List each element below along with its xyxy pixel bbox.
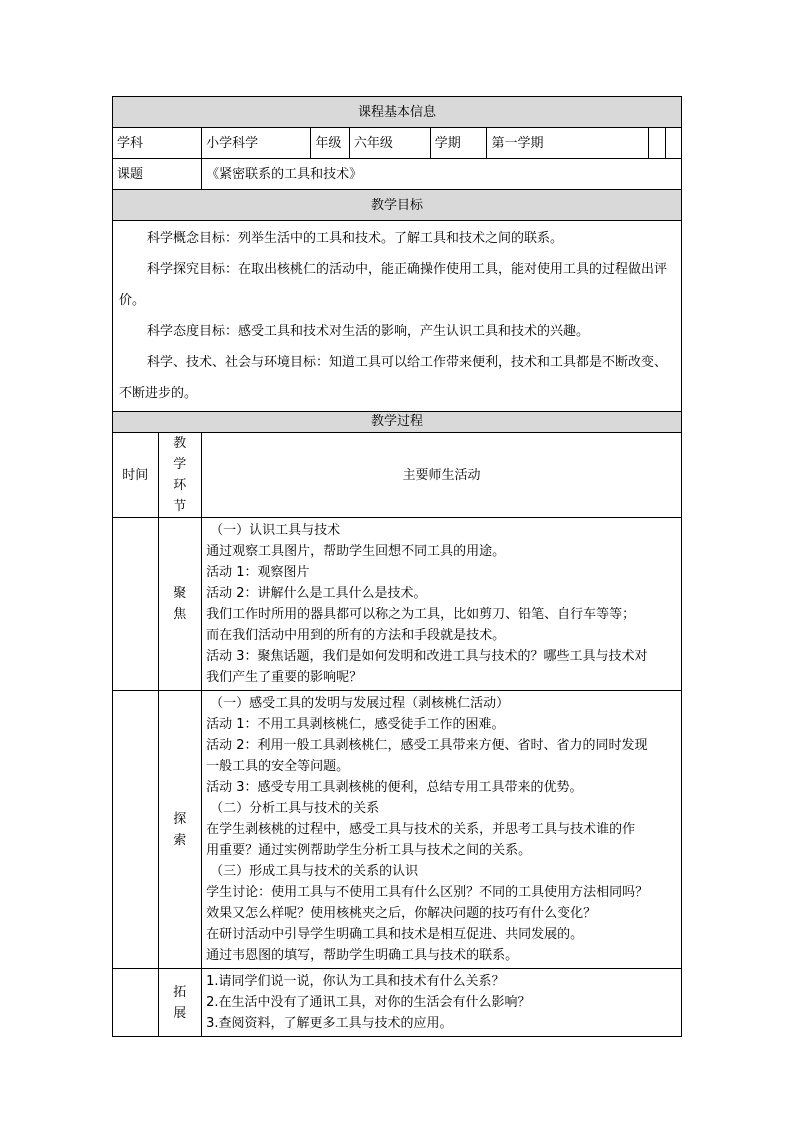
activity-line: 通过韦恩图的填写，帮助学生明确工具与技术的联系。: [206, 948, 519, 963]
grade-label: 年级: [311, 128, 349, 159]
activity-line: 2.在生活中没有了通讯工具，对你的生活会有什么影响？: [206, 995, 531, 1010]
activity-line: 在研讨活动中引导学生明确工具和技术是相互促进、共同发展的。: [206, 927, 584, 942]
activity-line: 1.请同学们说一说，你认为工具和技术有什么关系？: [206, 974, 505, 989]
stage-char: 拓: [173, 984, 187, 1000]
stage-header-char: 环: [173, 478, 187, 493]
activity-line: 活动 3：聚焦话题，我们是如何发明和改进工具与技术的？哪些工具与技术对: [206, 649, 648, 664]
goals-header: 教学目标: [113, 190, 682, 221]
activity-line: 而在我们活动中用到的所有的方法和手段就是技术。: [206, 628, 506, 643]
stage-header-char: 学: [173, 457, 187, 472]
activity-line: 活动 1：观察图片: [206, 565, 310, 580]
stage-column-header: [158, 433, 202, 518]
activity-line: 效果又怎么样呢？使用核桃夹之后，你解决问题的技巧有什么变化？: [206, 906, 597, 921]
stage-char: 聚: [173, 586, 187, 601]
stage-activities-explore: [202, 691, 682, 969]
stage-name-extend: [158, 969, 202, 1037]
goal-stse: 科学、技术、社会与环境目标：知道工具可以给工作带来便利，技术和工具都是不断改变、不断进步的。: [119, 355, 668, 401]
stage-char: 索: [173, 832, 187, 848]
stage-char: 焦: [173, 607, 187, 622]
term-label: 学期: [430, 128, 487, 159]
activity-line: 活动 2：利用一般工具剥核桃仁，感受工具带来方便、省时、省力的同时发现: [206, 738, 648, 753]
time-cell: [113, 691, 159, 969]
stage-header-char: 教: [173, 436, 187, 451]
goal-inquiry: 科学探究目标：在取出核桃仁的活动中，能正确操作使用工具，能对使用工具的过程做出评价。: [119, 262, 668, 308]
activity-line: （一）感受工具的发明与发展过程（剥核桃仁活动）: [210, 696, 510, 711]
activity-line: （一）认识工具与技术: [210, 523, 341, 538]
activity-line: 用重要？通过实例帮助学生分析工具与技术之间的关系。: [206, 843, 532, 858]
term-value: 第一学期: [487, 128, 649, 159]
stage-activities-extend: [202, 969, 682, 1037]
activity-line: 活动 1：不用工具剥核桃仁，感受徒手工作的困难。: [206, 717, 505, 732]
stage-name-explore: [158, 691, 202, 969]
activity-line: （二）分析工具与技术的关系: [210, 801, 380, 816]
activity-line: 活动 3：感受专用工具剥核桃的便利，总结专用工具带来的优势。: [206, 780, 583, 795]
subject-value: 小学科学: [202, 128, 311, 159]
basic-info-header: 课程基本信息: [113, 97, 682, 128]
subject-label: 学科: [113, 128, 202, 159]
activity-line: 3.查阅资料，了解更多工具与技术的应用。: [206, 1016, 453, 1031]
activity-line: 我们工作时所用的器具都可以称之为工具，比如剪刀、铅笔、自行车等等；: [206, 607, 636, 622]
stage-activities-focus: [202, 518, 682, 691]
topic-label: 课题: [113, 159, 202, 190]
goals-content: [113, 221, 682, 412]
activity-line: 学生讨论：使用工具与不使用工具有什么区别？不同的工具使用方法相同吗？: [206, 885, 649, 900]
time-cell: [113, 969, 159, 1037]
activity-line: （三）形成工具与技术的关系的认识: [210, 864, 419, 879]
stage-header-char: 节: [173, 499, 187, 514]
goal-concept: 科学概念目标：列举生活中的工具和技术。了解工具和技术之间的联系。: [147, 231, 564, 246]
lesson-plan-table: [112, 96, 682, 1037]
activity-line: 一般工具的安全等问题。: [206, 759, 350, 774]
grade-value: 六年级: [349, 128, 430, 159]
activity-line: 活动 2：讲解什么是工具什么是技术。: [206, 586, 427, 601]
process-header: 教学过程: [113, 412, 682, 433]
topic-value: 《紧密联系的工具和技术》: [202, 159, 682, 190]
goal-attitude: 科学态度目标：感受工具和技术对生活的影响，产生认识工具和技术的兴趣。: [147, 324, 590, 339]
activity-line: 通过观察工具图片，帮助学生回想不同工具的用途。: [206, 544, 506, 559]
activity-column-header: 主要师生活动: [202, 433, 682, 518]
stage-char: 展: [173, 1005, 187, 1021]
stage-char: 探: [173, 811, 187, 827]
empty-cell: [649, 128, 665, 159]
activity-line: 我们产生了重要的影响呢？: [206, 670, 363, 685]
stage-name-focus: [158, 518, 202, 691]
time-column-header: 时间: [113, 433, 159, 518]
activity-line: 在学生剥核桃的过程中，感受工具与技术的关系，并思考工具与技术谁的作: [206, 822, 636, 837]
empty-cell: [665, 128, 681, 159]
time-cell: [113, 518, 159, 691]
